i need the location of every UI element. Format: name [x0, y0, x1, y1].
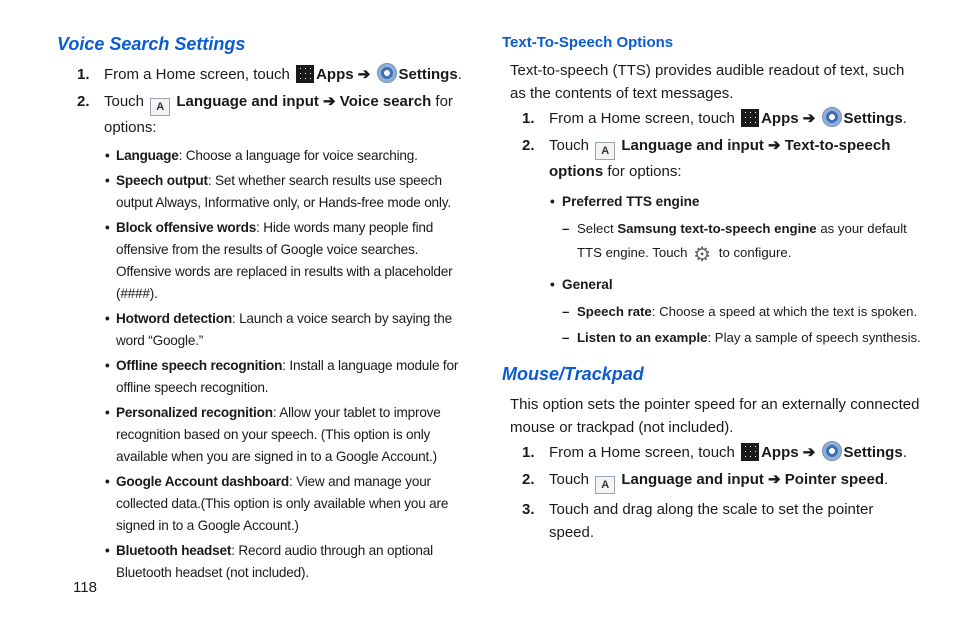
listen-example-dash-item: – Listen to an example: Play a sample of speech synthesis. [502, 326, 922, 350]
mouse-step-1: 1. From a Home screen, touch Apps ➔ Settings. [502, 441, 922, 464]
settings-gear-icon [377, 63, 397, 83]
speech-rate-dash-item: – Speech rate: Choose a speed at which the text is spoken. [502, 300, 922, 324]
language-keyboard-icon: A [595, 476, 615, 494]
preferred-engine-bullet: • Preferred TTS engine [502, 191, 922, 213]
settings-gear-icon [822, 107, 842, 127]
language-keyboard-icon: A [595, 142, 615, 160]
list-item: • Google Account dashboard: View and manage your collected data.(This option is only available when you are signed in to a Google Account.) [57, 471, 467, 537]
list-item: • Block offensive words: Hide words many people find offensive from the results of Google voice searches. Offensive words are replaced in results with a placeholder (####). [57, 217, 467, 305]
apps-grid-icon [741, 109, 759, 127]
left-column [57, 34, 467, 587]
mouse-step-3: 3. Touch and drag along the scale to set the pointer speed. [522, 501, 874, 541]
apps-grid-icon [741, 443, 759, 461]
tts-step-2: 2. Touch A Language and input ➔ Text-to-speech options for options: [522, 137, 891, 180]
general-bullet: • General [502, 274, 922, 296]
settings-gear-icon [822, 441, 842, 461]
list-item: • Language: Choose a language for voice searching. [57, 145, 467, 167]
configure-gear-icon: ⚙ [693, 244, 712, 266]
page-number: 118 [73, 579, 97, 596]
list-item: • Speech output: Set whether search results use speech output Always, Informative only, or Hands-free mode only. [57, 170, 467, 214]
voice-options-list [57, 145, 467, 584]
engine-dash-item: – Select Samsung text-to-speech engine as your default TTS engine. Touch ⚙ to configure. [502, 217, 922, 266]
language-keyboard-icon: A [150, 98, 170, 116]
tts-heading: Text-To-Speech Options [502, 34, 674, 51]
tts-intro: Text-to-speech (TTS) provides audible readout of text, such as the contents of text messages. [510, 62, 905, 102]
tts-step-1: 1. From a Home screen, touch Apps ➔ Settings. [502, 107, 922, 130]
voice-search-heading: Voice Search Settings [57, 34, 246, 54]
voice-step-1: 1. From a Home screen, touch Apps ➔ Settings. [57, 63, 467, 86]
list-item: • Offline speech recognition: Install a language module for offline speech recognition. [57, 355, 467, 399]
apps-grid-icon [296, 65, 314, 83]
voice-step-2: 2. Touch A Language and input ➔ Voice search for options: [77, 93, 453, 136]
right-column [502, 34, 922, 548]
mouse-intro: This option sets the pointer speed for an externally connected mouse or trackpad (not included). [510, 396, 920, 436]
list-item: • Bluetooth headset: Record audio through an optional Bluetooth headset (not included). [57, 540, 467, 584]
list-item: • Personalized recognition: Allow your tablet to improve recognition based on your speech. (This option is only available when you are signed in to a Google Account.) [57, 402, 467, 468]
mouse-step-2: 2. Touch A Language and input ➔ Pointer speed. [502, 468, 922, 494]
list-item: • Hotword detection: Launch a voice search by saying the word “Google.” [57, 308, 467, 352]
mouse-trackpad-heading: Mouse/Trackpad [502, 364, 644, 384]
